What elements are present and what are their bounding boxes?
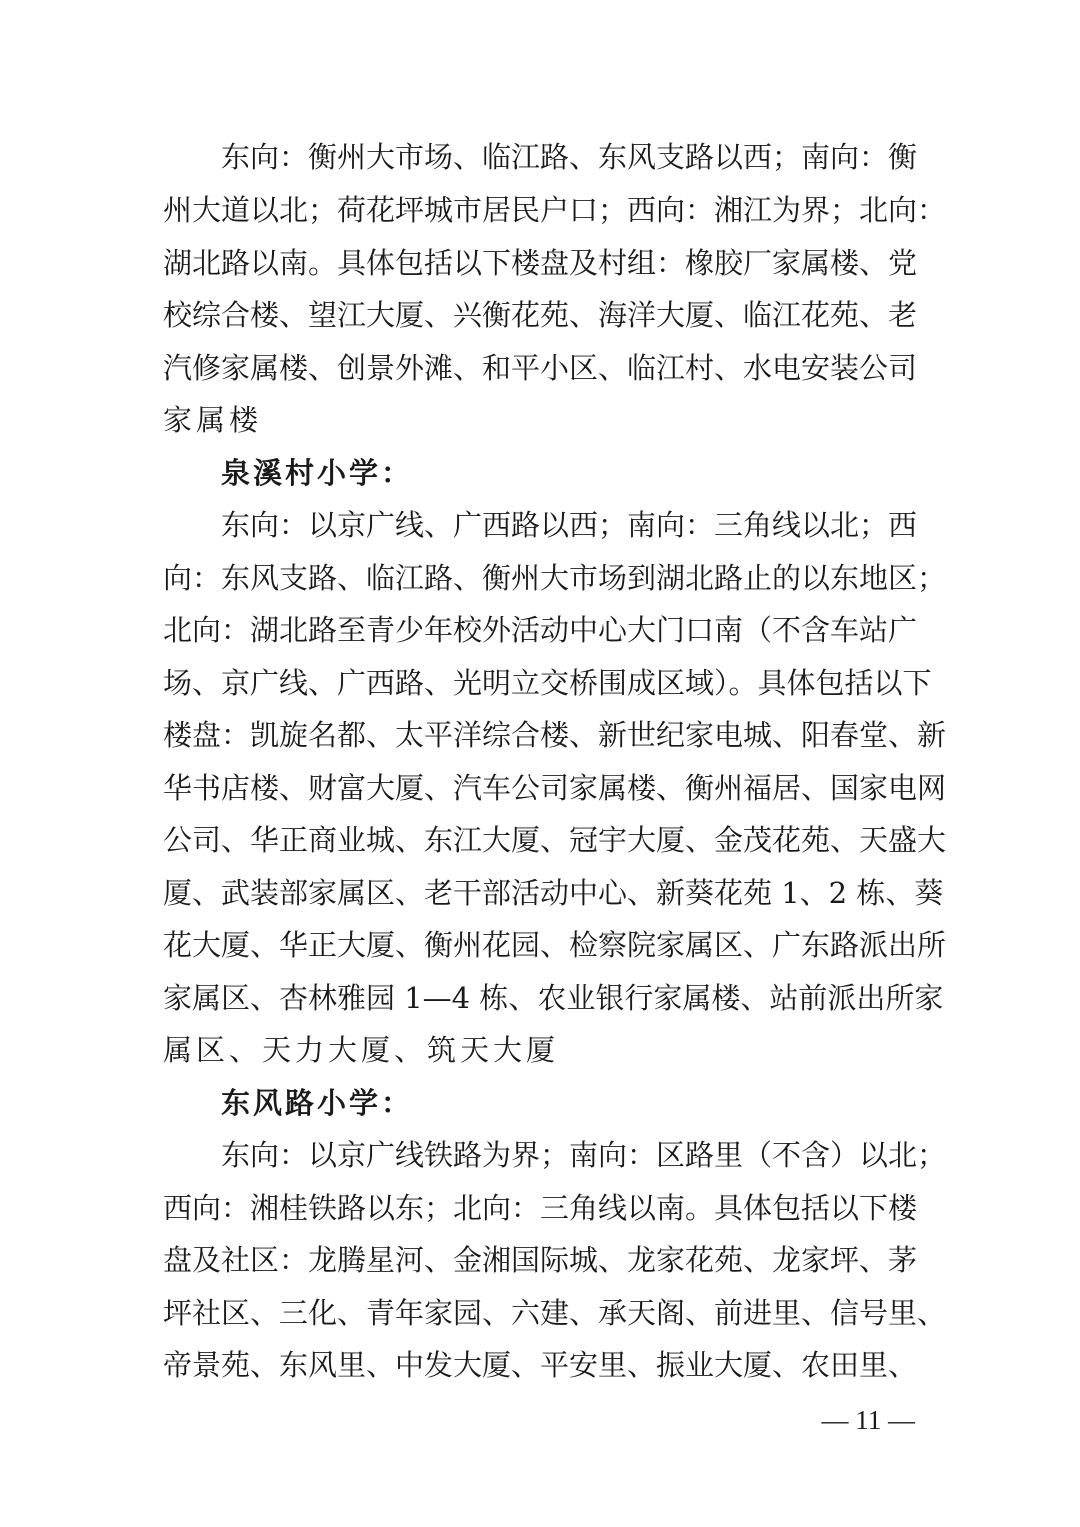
section-heading-dongfenglu: 东风路小学： <box>221 1086 414 1120</box>
paragraph-line: 湖北路以南。具体包括以下楼盘及村组：橡胶厂家属楼、党 <box>163 246 918 280</box>
paragraph-line: 坪社区、三化、青年家园、六建、承天阁、前进里、信号里、 <box>163 1296 947 1330</box>
paragraph-line: 厦、武装部家属区、老干部活动中心、新葵花苑 1、2 栋、葵 <box>163 876 944 910</box>
paragraph-line: 场、京广线、广西路、光明立交桥围成区域）。具体包括以下 <box>163 666 932 700</box>
page-number: — 11 — <box>821 1405 915 1435</box>
paragraph-line: 校综合楼、望江大厦、兴衡花苑、海洋大厦、临江花苑、老 <box>163 298 918 332</box>
paragraph-line: 北向：湖北路至青少年校外活动中心大门口南（不含车站广 <box>163 613 918 647</box>
paragraph-line: 家属楼 <box>163 403 263 437</box>
paragraph-line: 属区、天力大厦、筑天大厦 <box>163 1033 560 1067</box>
paragraph-line: 楼盘：凯旋名都、太平洋综合楼、新世纪家电城、阳春堂、新 <box>163 718 947 752</box>
paragraph-line: 汽修家属楼、创景外滩、和平小区、临江村、水电安装公司 <box>163 351 918 385</box>
paragraph-line: 东向：衡州大市场、临江路、东风支路以西；南向：衡 <box>221 140 918 174</box>
paragraph-line: 公司、华正商业城、东江大厦、冠宇大厦、金茂花苑、天盛大 <box>163 823 947 857</box>
paragraph-line: 华书店楼、财富大厦、汽车公司家属楼、衡州福居、国家电网 <box>163 771 947 805</box>
paragraph-line: 东向：以京广线铁路为界；南向：区路里（不含）以北； <box>221 1138 947 1172</box>
paragraph-line: 向：东风支路、临江路、衡州大市场到湖北路止的以东地区； <box>163 561 947 595</box>
paragraph-line: 西向：湘桂铁路以东；北向：三角线以南。具体包括以下楼 <box>163 1191 918 1225</box>
paragraph-line: 帝景苑、东风里、中发大厦、平安里、振业大厦、农田里、 <box>163 1348 918 1382</box>
section-heading-quanxicun: 泉溪村小学： <box>221 456 414 490</box>
paragraph-line: 家属区、杏林雅园 1—4 栋、农业银行家属楼、站前派出所家 <box>163 981 944 1015</box>
paragraph-line: 东向：以京广线、广西路以西；南向：三角线以北；西 <box>221 508 918 542</box>
paragraph-line: 州大道以北；荷花坪城市居民户口；西向：湘江为界；北向： <box>163 193 947 227</box>
paragraph-line: 花大厦、华正大厦、衡州花园、检察院家属区、广东路派出所 <box>163 928 947 962</box>
paragraph-line: 盘及社区：龙腾星河、金湘国际城、龙家花苑、龙家坪、茅 <box>163 1243 918 1277</box>
